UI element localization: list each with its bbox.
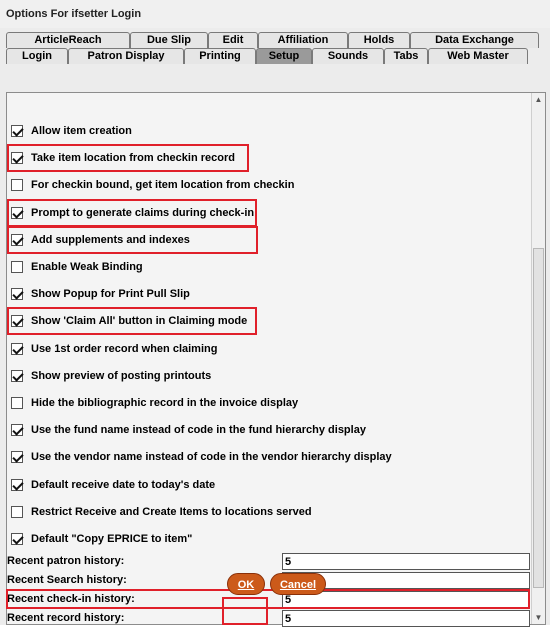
checkbox-row[interactable] — [11, 393, 298, 413]
history-field-label: Recent record history: — [7, 612, 125, 624]
tab-data-exchange[interactable]: Data Exchange — [410, 32, 539, 48]
checkbox-label: Take item location from checkin record — [31, 152, 235, 164]
checkbox-label: Hide the bibliographic record in the invoice display — [31, 397, 299, 409]
history-count-input[interactable] — [282, 553, 530, 570]
checkbox-checked-icon[interactable] — [11, 424, 23, 436]
checkbox-label: Allow item creation — [31, 125, 132, 137]
vertical-scrollbar[interactable] — [531, 93, 545, 624]
checkbox-row[interactable] — [11, 203, 254, 223]
checkbox-row[interactable] — [11, 475, 215, 495]
history-field-label: Recent Search history: — [7, 574, 127, 586]
checkbox-label: Show preview of posting printouts — [31, 370, 212, 382]
checkbox-row[interactable] — [11, 502, 312, 522]
checkbox-label: Default "Copy EPRICE to item" — [31, 533, 193, 545]
checkbox-row[interactable] — [11, 148, 235, 168]
checkbox-checked-icon[interactable] — [11, 451, 23, 463]
scroll-up-icon[interactable]: ▲ — [534, 95, 543, 104]
tab-due-slip[interactable]: Due Slip — [130, 32, 208, 48]
setup-panel — [6, 92, 546, 625]
checkbox-label: Default receive date to today's date — [31, 479, 216, 491]
checkbox-label: Show Popup for Print Pull Slip — [31, 288, 190, 300]
checkbox-unchecked-icon[interactable] — [11, 397, 23, 409]
tab-affiliation[interactable]: Affiliation — [258, 32, 348, 48]
checkbox-row[interactable] — [11, 230, 190, 250]
tab-login[interactable]: Login — [6, 48, 68, 64]
window-title: Options For ifsetter Login — [6, 8, 142, 20]
tab-holds[interactable]: Holds — [348, 32, 410, 48]
history-field-row — [7, 553, 531, 572]
checkbox-row[interactable] — [11, 311, 247, 331]
checkbox-label: Enable Weak Binding — [31, 261, 143, 273]
tab-sounds[interactable]: Sounds — [312, 48, 384, 64]
scroll-down-icon[interactable]: ▼ — [534, 613, 543, 622]
checkbox-label: Use 1st order record when claiming — [31, 343, 218, 355]
tab-row-front — [6, 48, 528, 64]
checkbox-row[interactable] — [11, 175, 294, 195]
checkbox-checked-icon[interactable] — [11, 315, 23, 327]
checkbox-label: Restrict Receive and Create Items to locations served — [31, 506, 312, 518]
checkbox-unchecked-icon[interactable] — [11, 179, 23, 191]
cancel-button[interactable]: Cancel — [270, 573, 326, 595]
checkbox-row[interactable] — [11, 447, 392, 467]
checkbox-label: Prompt to generate claims during check-in — [31, 207, 255, 219]
tab-setup[interactable]: Setup — [256, 48, 312, 64]
checkbox-checked-icon[interactable] — [11, 234, 23, 246]
checkbox-unchecked-icon[interactable] — [11, 261, 23, 273]
checkbox-label: Show 'Claim All' button in Claiming mode — [31, 315, 248, 327]
tab-patron-display[interactable]: Patron Display — [68, 48, 184, 64]
tab-articlereach[interactable]: ArticleReach — [6, 32, 130, 48]
checkbox-row[interactable] — [11, 529, 192, 549]
checkbox-row[interactable] — [11, 121, 132, 141]
history-field-label: Recent patron history: — [7, 555, 125, 567]
tab-tabs[interactable]: Tabs — [384, 48, 428, 64]
history-field-row — [7, 591, 531, 610]
history-field-row — [7, 572, 531, 591]
history-field-row — [7, 610, 531, 629]
checkbox-label: Add supplements and indexes — [31, 234, 190, 246]
checkbox-label: For checkin bound, get item location from checkin — [31, 179, 295, 191]
tab-edit[interactable]: Edit — [208, 32, 258, 48]
tab-printing[interactable]: Printing — [184, 48, 256, 64]
checkbox-label: Use the fund name instead of code in the fund hierarchy display — [31, 424, 366, 436]
checkbox-row[interactable] — [11, 420, 366, 440]
checkbox-checked-icon[interactable] — [11, 533, 23, 545]
checkbox-unchecked-icon[interactable] — [11, 506, 23, 518]
checkbox-checked-icon[interactable] — [11, 343, 23, 355]
checkbox-checked-icon[interactable] — [11, 288, 23, 300]
checkbox-row[interactable] — [11, 366, 211, 386]
history-field-label: Recent check-in history: — [7, 593, 135, 605]
checkbox-checked-icon[interactable] — [11, 370, 23, 382]
history-count-input[interactable] — [282, 610, 530, 627]
ok-button[interactable]: OK — [227, 573, 265, 595]
title-bar — [0, 0, 550, 29]
checkbox-row[interactable] — [11, 284, 190, 304]
checkbox-row[interactable] — [11, 339, 217, 359]
tab-web-master[interactable]: Web Master — [428, 48, 528, 64]
tab-row-back — [6, 32, 539, 48]
checkbox-label: Use the vendor name instead of code in the vendor hierarchy display — [31, 451, 392, 463]
checkbox-checked-icon[interactable] — [11, 207, 23, 219]
checkbox-checked-icon[interactable] — [11, 125, 23, 137]
scroll-thumb[interactable] — [533, 248, 544, 588]
checkbox-row[interactable] — [11, 257, 143, 277]
options-dialog — [0, 28, 550, 625]
checkbox-checked-icon[interactable] — [11, 152, 23, 164]
checkbox-checked-icon[interactable] — [11, 479, 23, 491]
